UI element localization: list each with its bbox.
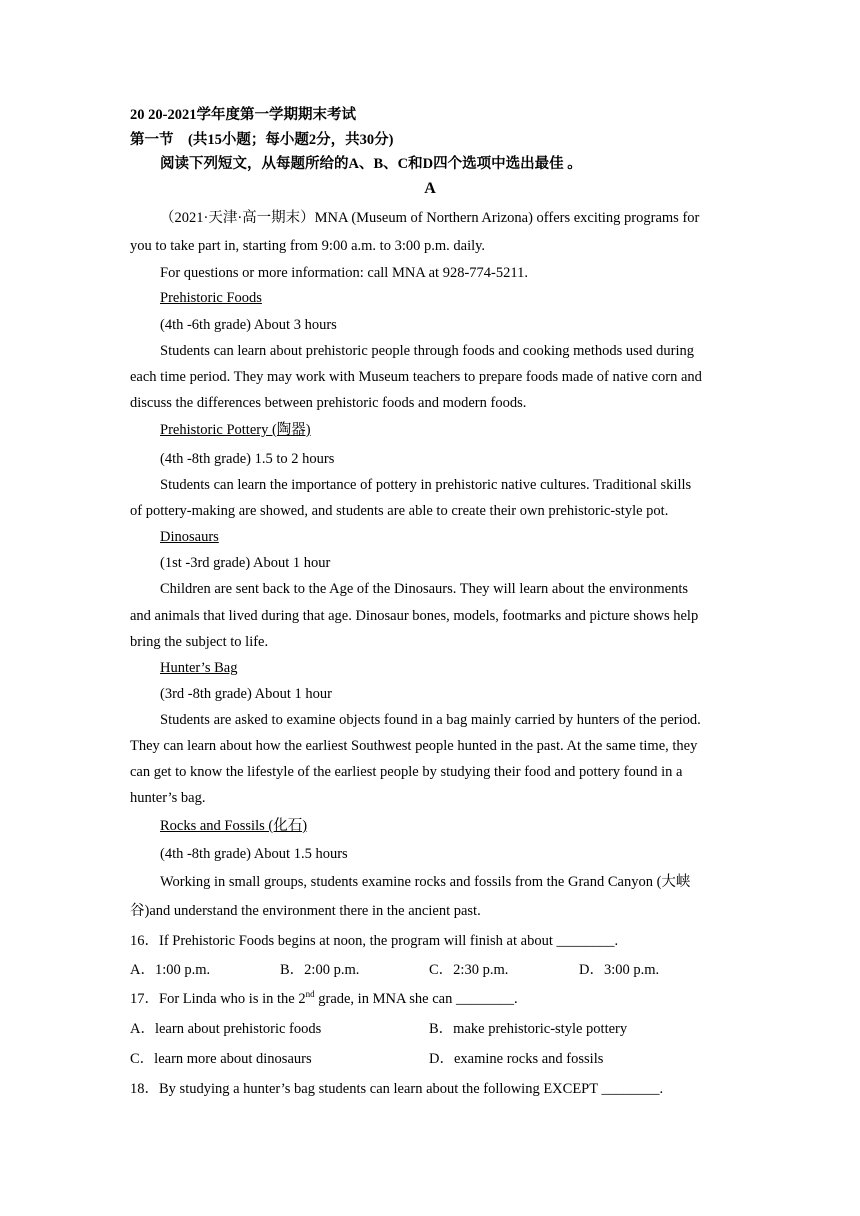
program-grade: (4th -8th grade) About 1.5 hours [160, 846, 348, 862]
question-stem-text: 17．For Linda who is in the 2 [130, 991, 306, 1007]
program-text: Students can learn about prehistoric people through foods and cooking methods used during [160, 343, 694, 359]
question-stem: 18．By studying a hunter’s bag students can learn about the following EXCEPT ________. [130, 1081, 664, 1097]
program-grade: (4th -6th grade) About 3 hours [160, 317, 337, 333]
option-a: A．1:00 p.m. [130, 962, 211, 978]
program-text: can get to know the lifestyle of the earliest people by studying their food and pottery found in a [130, 764, 683, 780]
option-d: D．3:00 p.m. [579, 962, 660, 978]
option-d: D．examine rocks and fossils [429, 1051, 604, 1067]
program-title: Dinosaurs [160, 529, 219, 545]
option-a: A．learn about prehistoric foods [130, 1021, 322, 1037]
question-stem: 16．If Prehistoric Foods begins at noon, the program will finish at about ________. [130, 933, 619, 949]
program-text: Children are sent back to the Age of the Dinosaurs. They will learn about the environments [160, 581, 689, 597]
program-text: each time period. They may work with Museum teachers to prepare foods made of native corn and [130, 369, 702, 385]
section-letter: A [424, 180, 436, 197]
program-text: of pottery-making are showed, and students are able to create their own prehistoric-style pot. [130, 503, 669, 519]
question-stem [130, 990, 518, 1008]
option-c: C．2:30 p.m. [429, 962, 509, 978]
intro-line: （2021·天津·高一期末）MNA (Museum of Northern Arizona) offers exciting programs for [160, 210, 700, 226]
program-grade: (4th -8th grade) 1.5 to 2 hours [160, 451, 335, 467]
program-title: Rocks and Fossils (化石) [160, 818, 308, 834]
program-text: and animals that lived during that age. Dinosaur bones, models, footmarks and picture shows help [130, 608, 699, 624]
intro-line: you to take part in, starting from 9:00 a.m. to 3:00 p.m. daily. [130, 238, 486, 254]
part-heading: 第一节 (共15小题；每小题2分，共30分) [130, 132, 394, 148]
program-title: Hunter’s Bag [160, 660, 238, 676]
contact-line: For questions or more information: call MNA at 928-774-5211. [160, 265, 528, 281]
program-title: Prehistoric Pottery (陶器) [160, 422, 311, 438]
exam-title: 20 20-2021学年度第一学期期末考试 [130, 107, 356, 123]
question-stem-text: grade, in MNA she can ________. [314, 991, 518, 1007]
option-c: C．learn more about dinosaurs [130, 1051, 312, 1067]
ordinal-suffix: nd [305, 989, 315, 1000]
program-grade: (3rd -8th grade) About 1 hour [160, 686, 332, 702]
program-text: Working in small groups, students examine rocks and fossils from the Grand Canyon (大峡 [160, 874, 691, 890]
option-b: B．make prehistoric-style pottery [429, 1021, 628, 1037]
instruction: 阅读下列短文，从每题所给的A、B、C和D四个选项中选出最佳 。 [160, 156, 582, 172]
program-text: They can learn about how the earliest Southwest people hunted in the past. At the same time, they [130, 738, 698, 754]
program-text: bring the subject to life. [130, 634, 269, 650]
option-b: B．2:00 p.m. [280, 962, 360, 978]
program-text: 谷)and understand the environment there in the ancient past. [130, 903, 481, 919]
program-grade: (1st -3rd grade) About 1 hour [160, 555, 331, 571]
program-text: discuss the differences between prehistoric foods and modern foods. [130, 395, 527, 411]
program-title: Prehistoric Foods [160, 290, 262, 306]
program-text: Students can learn the importance of pottery in prehistoric native cultures. Traditional skills [160, 477, 692, 493]
program-text: hunter’s bag. [130, 790, 206, 806]
program-text: Students are asked to examine objects found in a bag mainly carried by hunters of the period. [160, 712, 701, 728]
